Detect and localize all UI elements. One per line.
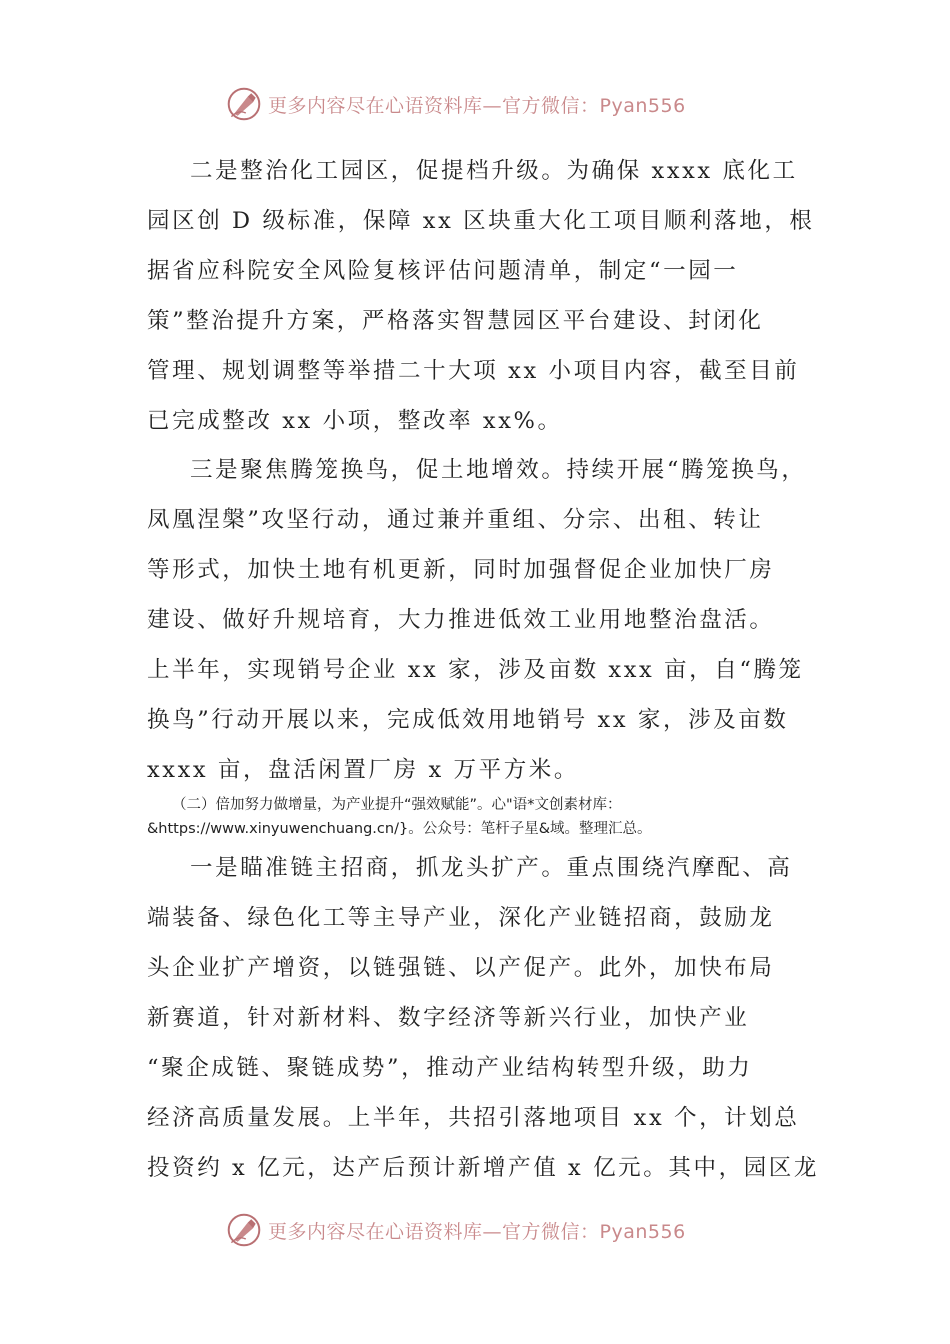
banner-text: 更多内容尽在心语资料库—官方微信：Pyan556 [268, 1220, 686, 1243]
paragraph-line: 经济高质量发展。上半年，共招引落地项目 xx 个，计划总 [147, 1105, 800, 1131]
paragraph-line: 策”整治提升方案，严格落实智慧园区平台建设、封闭化 [147, 308, 764, 334]
paragraph-line: 换鸟”行动开展以来，完成低效用地销号 xx 家，涉及亩数 [147, 707, 789, 733]
paragraph-line: 新赛道，针对新材料、数字经济等新兴行业，加快产业 [147, 1005, 750, 1031]
paragraph-line: “聚企成链、聚链成势”，推动产业结构转型升级，助力 [147, 1055, 753, 1081]
paragraph-line: 凤凰涅槃”攻坚行动，通过兼并重组、分宗、出租、转让 [147, 507, 764, 533]
paragraph-line: 管理、规划调整等举措二十大项 xx 小项目内容，截至目前 [147, 358, 800, 384]
pen-nib-icon [226, 1212, 262, 1248]
paragraph-line: 已完成整改 xx 小项，整改率 xx%。 [147, 408, 563, 434]
banner-wechat-id: Pyan556 [599, 94, 686, 117]
paragraph-line: 三是聚焦腾笼换鸟，促土地增效。持续开展“腾笼换鸟， [190, 457, 807, 483]
paragraph-line: 等形式，加快土地有机更新，同时加强督促企业加快厂房 [147, 557, 775, 583]
pen-nib-icon [226, 86, 262, 122]
header-banner [226, 84, 786, 124]
paragraph-line: 上半年，实现销号企业 xx 家，涉及亩数 xxx 亩，自“腾笼 [147, 657, 804, 683]
paragraph-line: 头企业扩产增资，以链强链、以产促产。此外，加快布局 [147, 955, 775, 981]
paragraph-line: 投资约 x 亿元，达产后预计新增产值 x 亿元。其中，园区龙 [147, 1155, 819, 1181]
banner-wechat-id: Pyan556 [599, 1220, 686, 1243]
paragraph-line: 端装备、绿色化工等主导产业，深化产业链招商，鼓励龙 [147, 905, 775, 931]
paragraph-line: xxxx 亩，盘活闲置厂房 x 万平方米。 [147, 757, 580, 783]
section-heading-source: &https://www.xinyuwenchuang.cn/}。公众号：笔杆子星&域。整理汇总。 [147, 821, 652, 837]
banner-text: 更多内容尽在心语资料库—官方微信：Pyan556 [268, 94, 686, 117]
paragraph-line: 据省应科院安全风险复核评估问题清单，制定“一园一 [147, 258, 739, 284]
footer-banner [226, 1210, 786, 1250]
paragraph-line: 建设、做好升规培育，大力推进低效工业用地整治盘活。 [147, 607, 775, 633]
paragraph-line: 园区创 D 级标准，保障 xx 区块重大化工项目顺利落地，根 [147, 208, 815, 234]
paragraph-line: 二是整治化工园区，促提档升级。为确保 xxxx 底化工 [190, 158, 798, 184]
paragraph-line: 一是瞄准链主招商，抓龙头扩产。重点围绕汽摩配、高 [190, 855, 793, 881]
section-heading: （二）倍加努力做增量，为产业提升“强效赋能”。心"语*文创素材库： [172, 797, 622, 813]
